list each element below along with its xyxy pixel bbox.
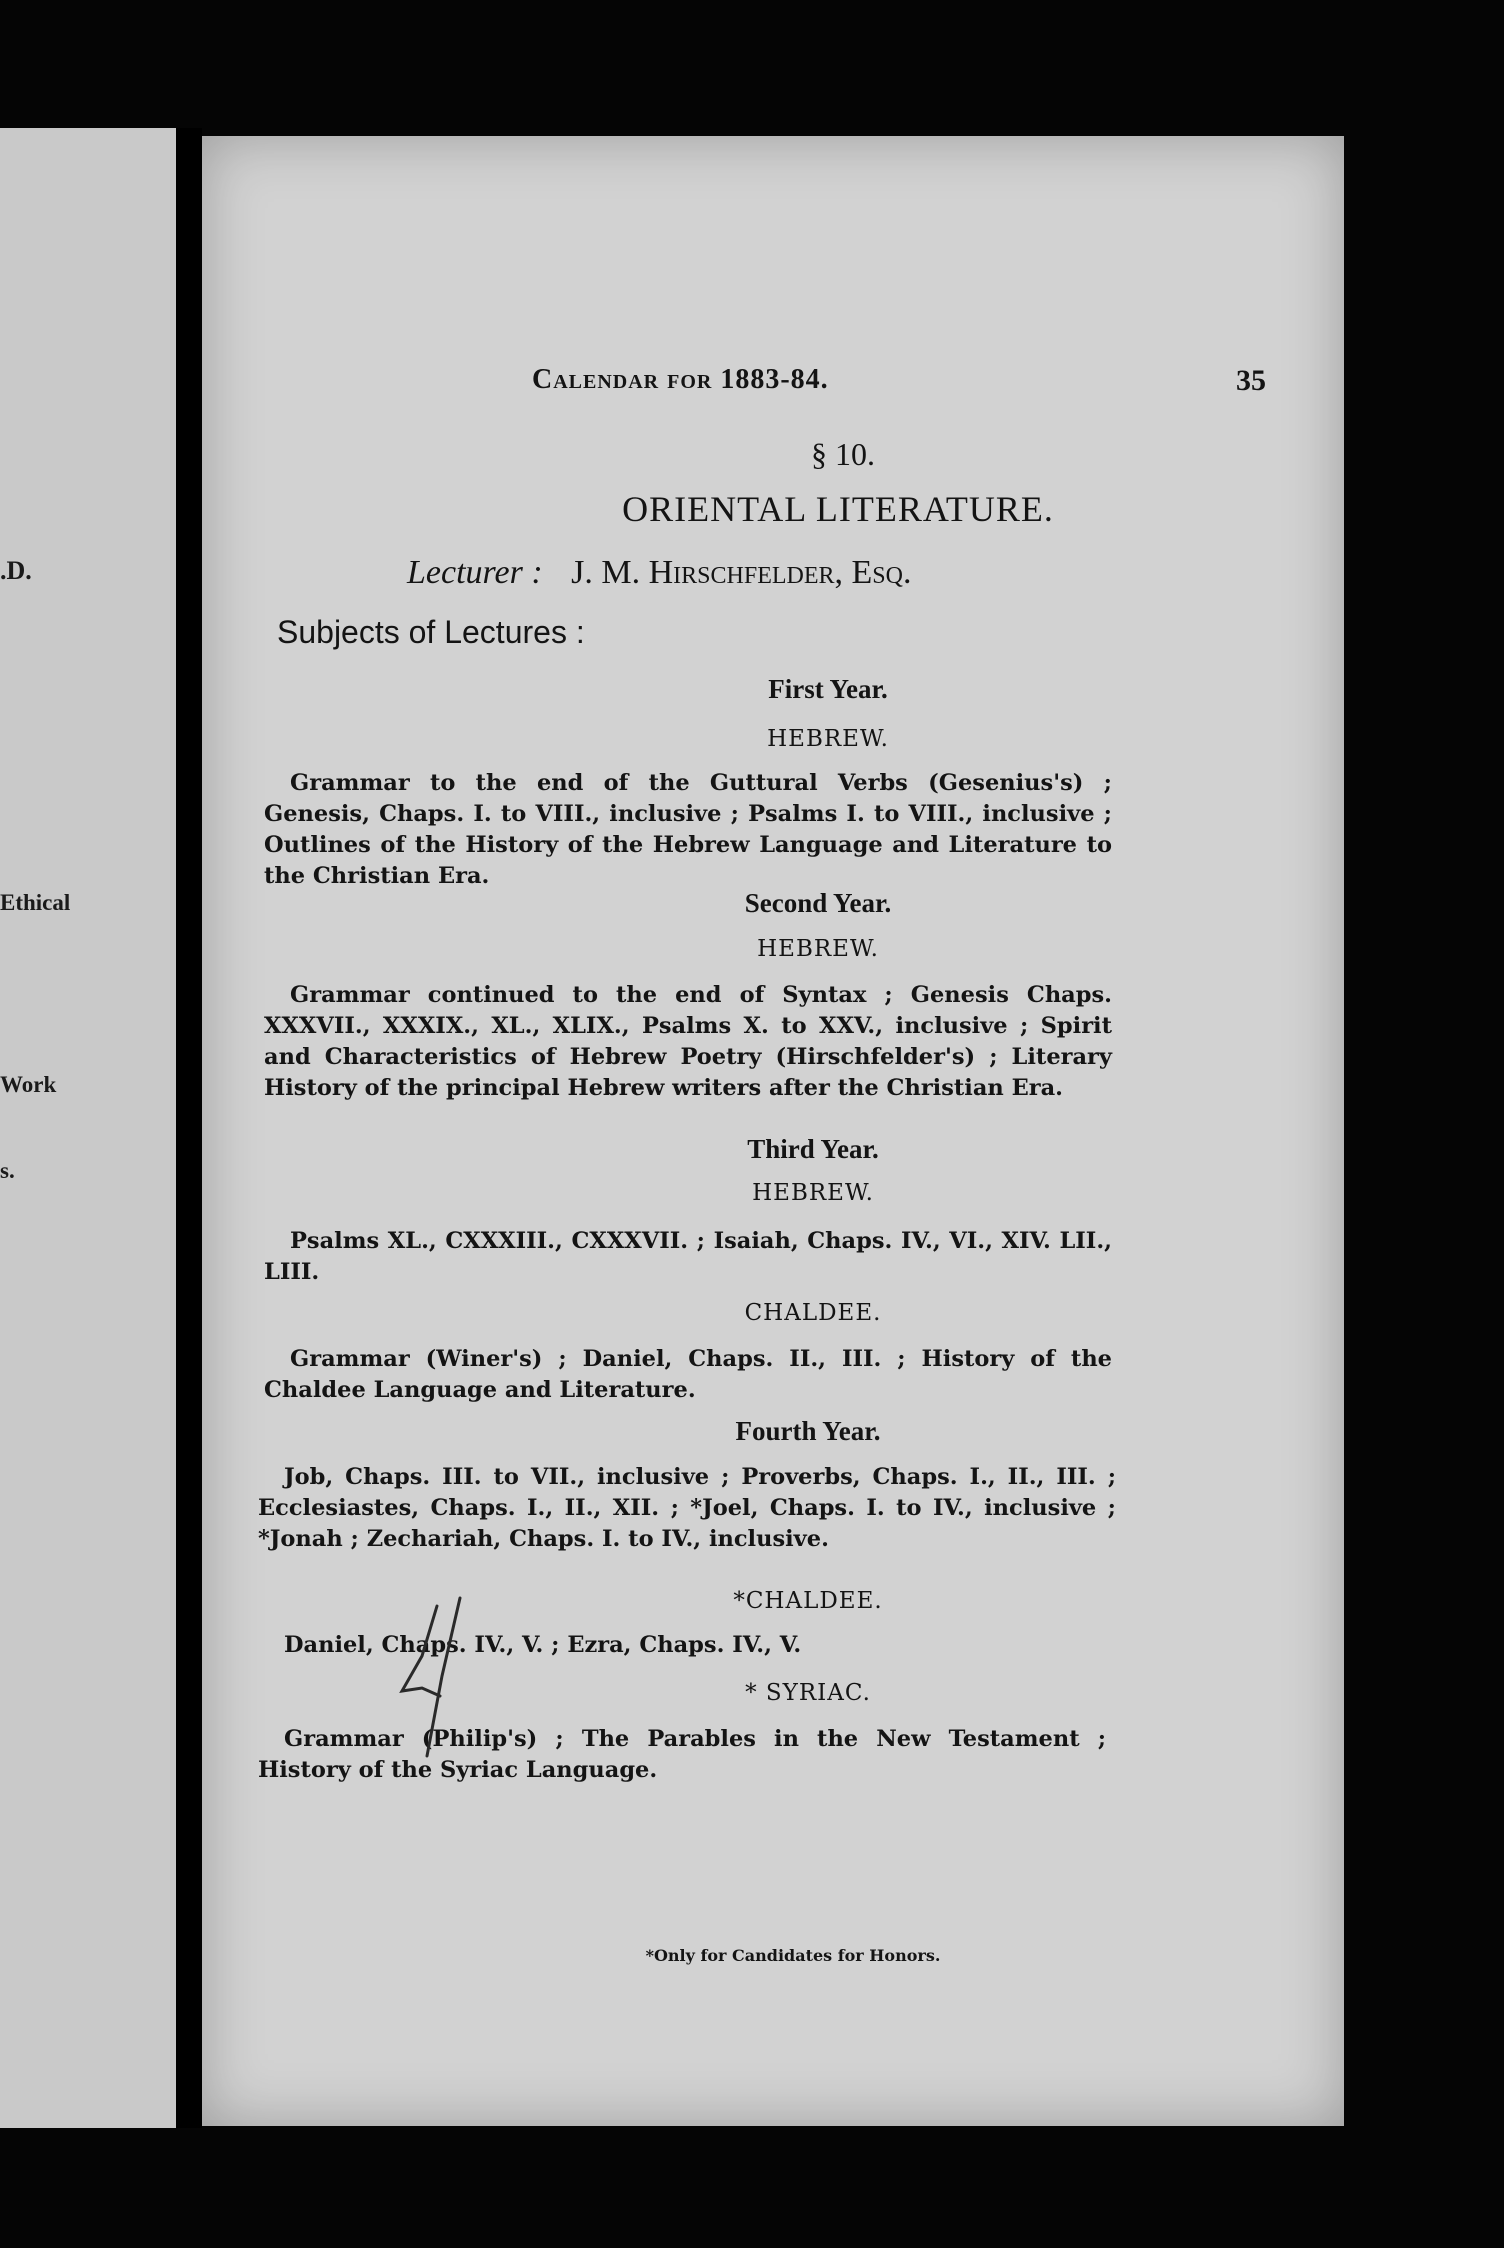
second-year-hebrew-label: HEBREW. bbox=[757, 936, 879, 962]
third-year-heading: Third Year. bbox=[747, 1134, 879, 1164]
second-year-heading: Second Year. bbox=[744, 888, 892, 918]
first-year-heading: First Year. bbox=[768, 674, 888, 704]
running-title: Calendar for 1883-84. bbox=[532, 364, 829, 395]
section-title: ORIENTAL LITERATURE. bbox=[622, 489, 1054, 529]
lecturer-label: Lecturer : bbox=[407, 554, 543, 591]
third-year-chaldee-text: Grammar (Winer's) ; Daniel, Chaps. II., III. ; History of the Chaldee Language and Literature. bbox=[264, 1346, 1112, 1403]
fourth-year-syriac-text: Grammar (Philip's) ; The Parables in the New Testament ; History of the Syriac Language. bbox=[258, 1726, 1106, 1783]
left-fragment-d: .D. bbox=[0, 556, 32, 585]
left-fragment-ethical: Ethical bbox=[0, 890, 71, 915]
fourth-year-hebrew-text: Job, Chaps. III. to VII., inclusive ; Proverbs, Chaps. I., II., III. ; Ecclesiastes, Chaps. I., II., XII. ; *Joel, Chaps. I. to IV., inclusive ; *Jonah ; Zechariah, Chaps. I. to IV., inclusive. bbox=[258, 1464, 1116, 1552]
left-fragment-work: Work bbox=[0, 1072, 57, 1097]
fourth-year-syriac-label: * SYRIAC. bbox=[745, 1680, 871, 1706]
third-year-hebrew-label: HEBREW. bbox=[752, 1180, 874, 1206]
third-year-chaldee-label: CHALDEE. bbox=[744, 1300, 882, 1326]
first-year-hebrew-label: HEBREW. bbox=[767, 726, 889, 752]
fourth-year-heading: Fourth Year. bbox=[735, 1416, 881, 1446]
first-year-hebrew-text: Grammar to the end of the Guttural Verbs (Gesenius's) ; Genesis, Chaps. I. to VIII., inclusive ; Psalms I. to VIII., inclusive ; Outlines of the History of the Hebrew Language and Literature to the Christian Era. bbox=[264, 770, 1112, 889]
page-number: 35 bbox=[1236, 364, 1266, 397]
subjects-heading: Subjects of Lectures : bbox=[277, 614, 585, 650]
section-number: § 10. bbox=[811, 436, 875, 472]
left-facing-page bbox=[0, 128, 176, 2128]
third-year-hebrew-text: Psalms XL., CXXXIII., CXXXVII. ; Isaiah, Chaps. IV., VI., XIV. LII., LIII. bbox=[264, 1228, 1112, 1285]
lecturer-line bbox=[407, 554, 911, 592]
fourth-year-chaldee-label: *CHALDEE. bbox=[733, 1588, 883, 1614]
lecturer-name: J. M. Hirschfelder, Esq. bbox=[571, 554, 912, 591]
left-fragment-s: s. bbox=[0, 1158, 15, 1183]
pencil-mark-icon bbox=[382, 1596, 502, 1766]
footnote: *Only for Candidates for Honors. bbox=[645, 1946, 941, 1965]
running-header bbox=[532, 364, 1284, 404]
document-page bbox=[202, 136, 1344, 2126]
book-spine bbox=[176, 128, 202, 2128]
second-year-hebrew-text: Grammar continued to the end of Syntax ; Genesis Chaps. XXXVII., XXXIX., XL., XLIX., Psalms X. to XXV., inclusive ; Spirit and Characteristics of Hebrew Poetry (Hirschfelder's) ; Literary History of the principal Hebrew writers after the Christian Era. bbox=[264, 982, 1112, 1101]
fourth-year-chaldee-text: Daniel, Chaps. IV., V. ; Ezra, Chaps. IV., V. bbox=[284, 1632, 802, 1658]
